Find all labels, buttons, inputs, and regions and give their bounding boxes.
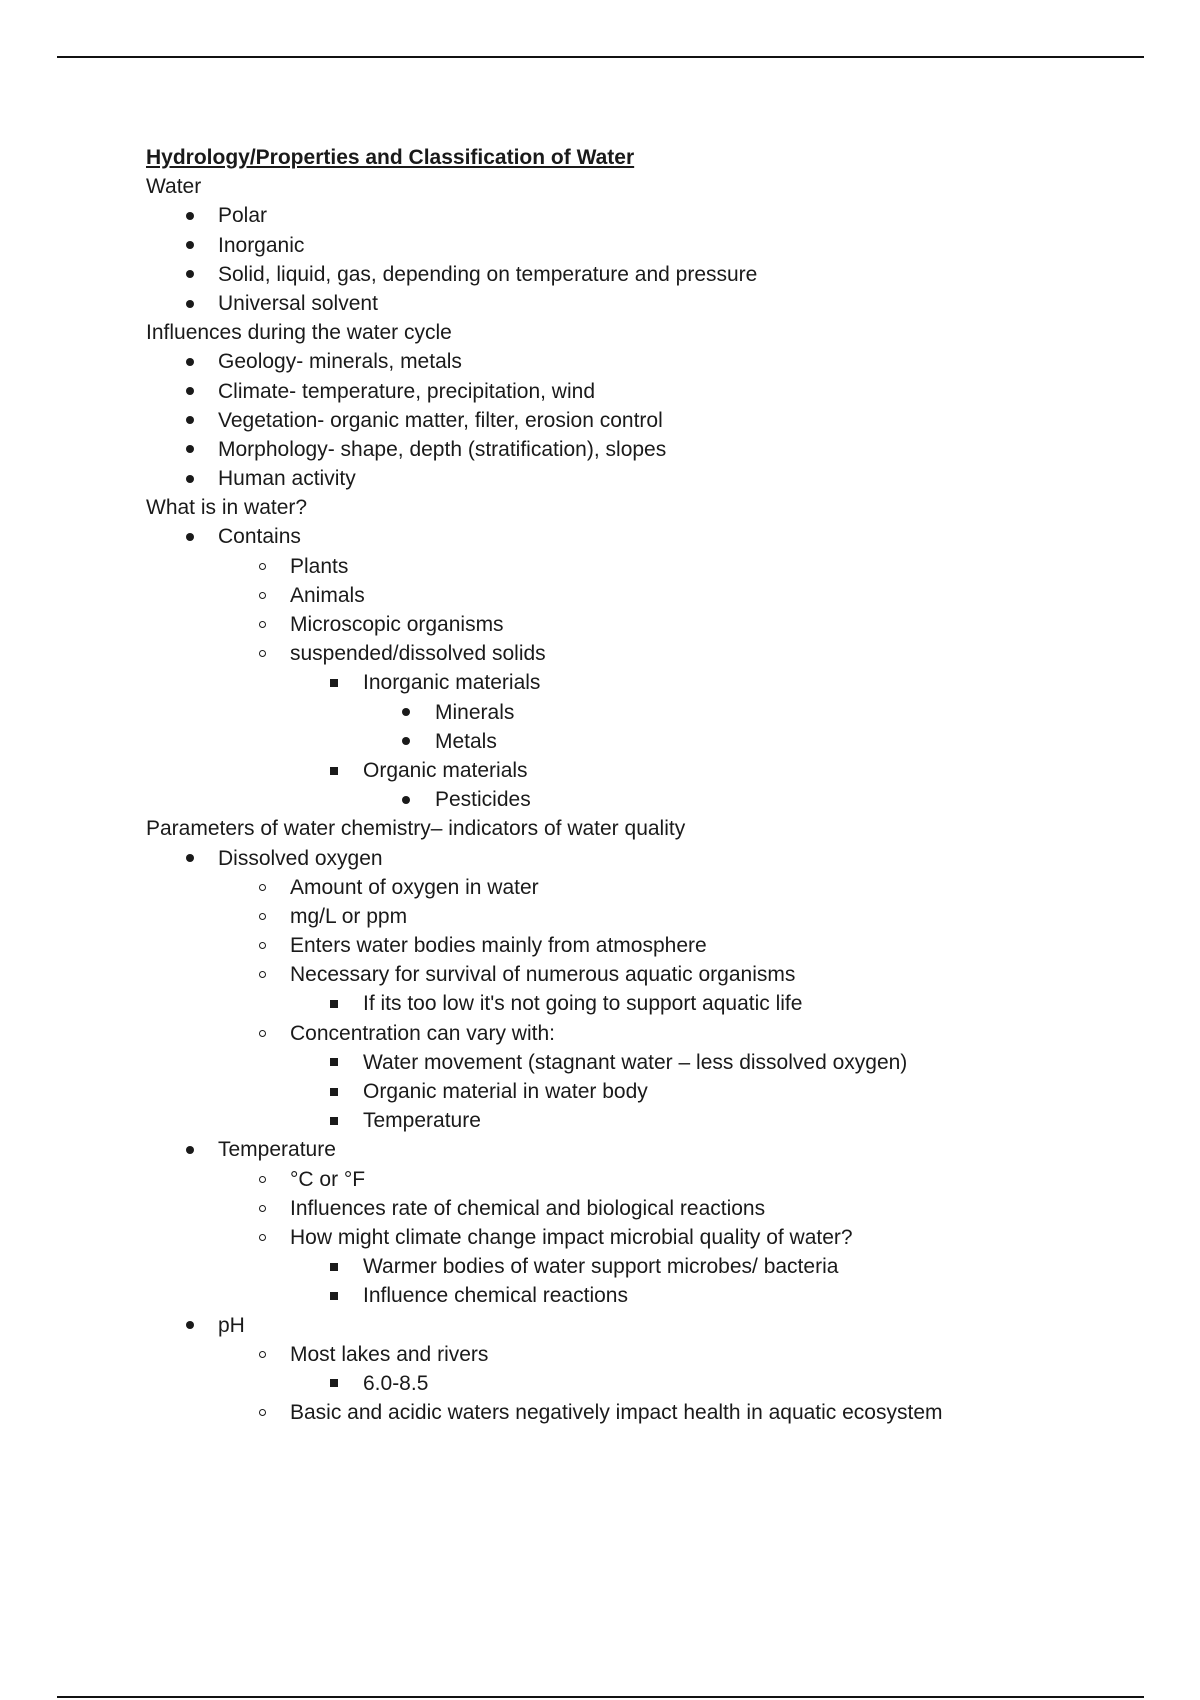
- list-item: [146, 377, 1146, 406]
- list-item: [146, 1077, 1146, 1106]
- list-item: [146, 785, 1146, 814]
- bullet-dot-icon: [182, 231, 198, 260]
- bullet-square-icon: [326, 1077, 342, 1106]
- line-text: Water movement (stagnant water – less dissolved oxygen): [363, 1050, 908, 1074]
- list-item: [146, 1194, 1146, 1223]
- line-text: Solid, liquid, gas, depending on temperature and pressure: [218, 262, 758, 286]
- list-item: [146, 698, 1146, 727]
- line-text: °C or °F: [290, 1167, 366, 1191]
- list-item: [146, 756, 1146, 785]
- list-item: [146, 1223, 1146, 1252]
- notes-outline: [146, 172, 1146, 1427]
- bullet-dot-icon: [398, 727, 414, 756]
- bullet-square-icon: [326, 989, 342, 1018]
- bullet-dot-icon: [182, 1135, 198, 1164]
- list-item: [146, 1369, 1146, 1398]
- line-text: Influences rate of chemical and biological reactions: [290, 1196, 766, 1220]
- bullet-square-icon: [326, 1252, 342, 1281]
- bullet-square-icon: [326, 1369, 342, 1398]
- list-item: [146, 1135, 1146, 1164]
- line-text: Polar: [218, 204, 268, 228]
- bullet-dot-icon: [398, 698, 414, 727]
- bullet-dot-icon: [182, 406, 198, 435]
- bullet-circle-icon: [254, 1398, 270, 1427]
- list-item: [146, 231, 1146, 260]
- list-item: [146, 1311, 1146, 1340]
- bullet-circle-icon: [254, 1165, 270, 1194]
- bullet-dot-icon: [182, 347, 198, 376]
- bullet-dot-icon: [182, 201, 198, 230]
- header-rule: [57, 56, 1144, 58]
- line-text: Animals: [290, 583, 365, 607]
- list-item: [146, 406, 1146, 435]
- list-item: [146, 1048, 1146, 1077]
- bullet-dot-icon: [182, 260, 198, 289]
- list-item: [146, 639, 1146, 668]
- bullet-circle-icon: [254, 1340, 270, 1369]
- line-text: mg/L or ppm: [290, 904, 408, 928]
- line-text: Dissolved oxygen: [218, 846, 383, 870]
- line-text: Parameters of water chemistry– indicators of water quality: [146, 817, 686, 841]
- bullet-circle-icon: [254, 610, 270, 639]
- bullet-dot-icon: [182, 1311, 198, 1340]
- line-text: Temperature: [363, 1109, 481, 1133]
- list-item: [146, 873, 1146, 902]
- bullet-square-icon: [326, 1048, 342, 1077]
- line-text: Vegetation- organic matter, filter, erosion control: [218, 408, 663, 432]
- line-text: Most lakes and rivers: [290, 1342, 489, 1366]
- line-text: What is in water?: [146, 496, 308, 520]
- list-item: [146, 522, 1146, 551]
- list-item: [146, 464, 1146, 493]
- line-text: How might climate change impact microbial quality of water?: [290, 1225, 853, 1249]
- line-text: Metals: [435, 729, 497, 753]
- list-item: [146, 1019, 1146, 1048]
- line-text: suspended/dissolved solids: [290, 642, 546, 666]
- bullet-circle-icon: [254, 902, 270, 931]
- list-item: [146, 347, 1146, 376]
- list-item: [146, 668, 1146, 697]
- footer-rule: [57, 1696, 1144, 1698]
- line-text: Organic material in water body: [363, 1080, 648, 1103]
- document-body: [146, 143, 1146, 1427]
- line-text: Warmer bodies of water support microbes/ bacteria: [363, 1255, 839, 1279]
- bullet-dot-icon: [182, 522, 198, 551]
- section-heading: [146, 172, 1146, 201]
- line-text: Universal solvent: [218, 291, 378, 315]
- document-title: Hydrology/Properties and Classification of Water: [146, 146, 635, 169]
- bullet-circle-icon: [254, 1223, 270, 1252]
- line-text: Water: [146, 175, 202, 199]
- section-heading: [146, 814, 1146, 843]
- bullet-dot-icon: [182, 844, 198, 873]
- line-text: Climate- temperature, precipitation, wind: [218, 379, 595, 403]
- list-item: [146, 201, 1146, 230]
- list-item: [146, 289, 1146, 318]
- bullet-circle-icon: [254, 1019, 270, 1048]
- bullet-dot-icon: [182, 377, 198, 406]
- bullet-square-icon: [326, 1106, 342, 1135]
- bullet-circle-icon: [254, 1194, 270, 1223]
- list-item: [146, 552, 1146, 581]
- bullet-dot-icon: [182, 289, 198, 318]
- line-text: Enters water bodies mainly from atmosphere: [290, 934, 707, 958]
- line-text: Minerals: [435, 700, 515, 724]
- bullet-circle-icon: [254, 552, 270, 581]
- bullet-circle-icon: [254, 639, 270, 668]
- list-item: [146, 727, 1146, 756]
- bullet-dot-icon: [398, 785, 414, 814]
- list-item: [146, 1165, 1146, 1194]
- line-text: Basic and acidic waters negatively impact health in aquatic ecosystem: [290, 1401, 943, 1425]
- list-item: [146, 902, 1146, 931]
- list-item: [146, 989, 1146, 1018]
- line-text: Inorganic: [218, 233, 305, 257]
- list-item: [146, 960, 1146, 989]
- line-text: pH: [218, 1313, 245, 1337]
- bullet-circle-icon: [254, 581, 270, 610]
- bullet-dot-icon: [182, 435, 198, 464]
- bullet-dot-icon: [182, 464, 198, 493]
- bullet-square-icon: [326, 1281, 342, 1310]
- bullet-circle-icon: [254, 960, 270, 989]
- list-item: [146, 1252, 1146, 1281]
- list-item: [146, 931, 1146, 960]
- list-item: [146, 1106, 1146, 1135]
- line-text: Necessary for survival of numerous aquatic organisms: [290, 963, 796, 987]
- list-item: [146, 581, 1146, 610]
- list-item: [146, 844, 1146, 873]
- list-item: [146, 435, 1146, 464]
- line-text: Pesticides: [435, 788, 531, 812]
- line-text: Plants: [290, 554, 349, 578]
- line-text: Human activity: [218, 467, 356, 491]
- line-text: Concentration can vary with:: [290, 1021, 555, 1045]
- line-text: Inorganic materials: [363, 671, 541, 695]
- list-item: [146, 610, 1146, 639]
- line-text: Morphology- shape, depth (stratification), slopes: [218, 437, 667, 461]
- line-text: Contains: [218, 525, 301, 549]
- bullet-circle-icon: [254, 931, 270, 960]
- bullet-square-icon: [326, 756, 342, 785]
- list-item: [146, 1398, 1146, 1427]
- bullet-circle-icon: [254, 873, 270, 902]
- list-item: [146, 1281, 1146, 1310]
- line-text: Temperature: [218, 1138, 336, 1162]
- section-heading: [146, 493, 1146, 522]
- line-text: If its too low it's not going to support aquatic life: [363, 992, 803, 1016]
- section-heading: [146, 318, 1146, 347]
- list-item: [146, 260, 1146, 289]
- list-item: [146, 1340, 1146, 1369]
- line-text: 6.0-8.5: [363, 1371, 429, 1395]
- line-text: Organic materials: [363, 758, 528, 782]
- line-text: Microscopic organisms: [290, 613, 504, 636]
- line-text: Amount of oxygen in water: [290, 875, 539, 899]
- line-text: Geology- minerals, metals: [218, 350, 462, 374]
- line-text: Influence chemical reactions: [363, 1284, 628, 1308]
- bullet-square-icon: [326, 668, 342, 697]
- line-text: Influences during the water cycle: [146, 321, 452, 345]
